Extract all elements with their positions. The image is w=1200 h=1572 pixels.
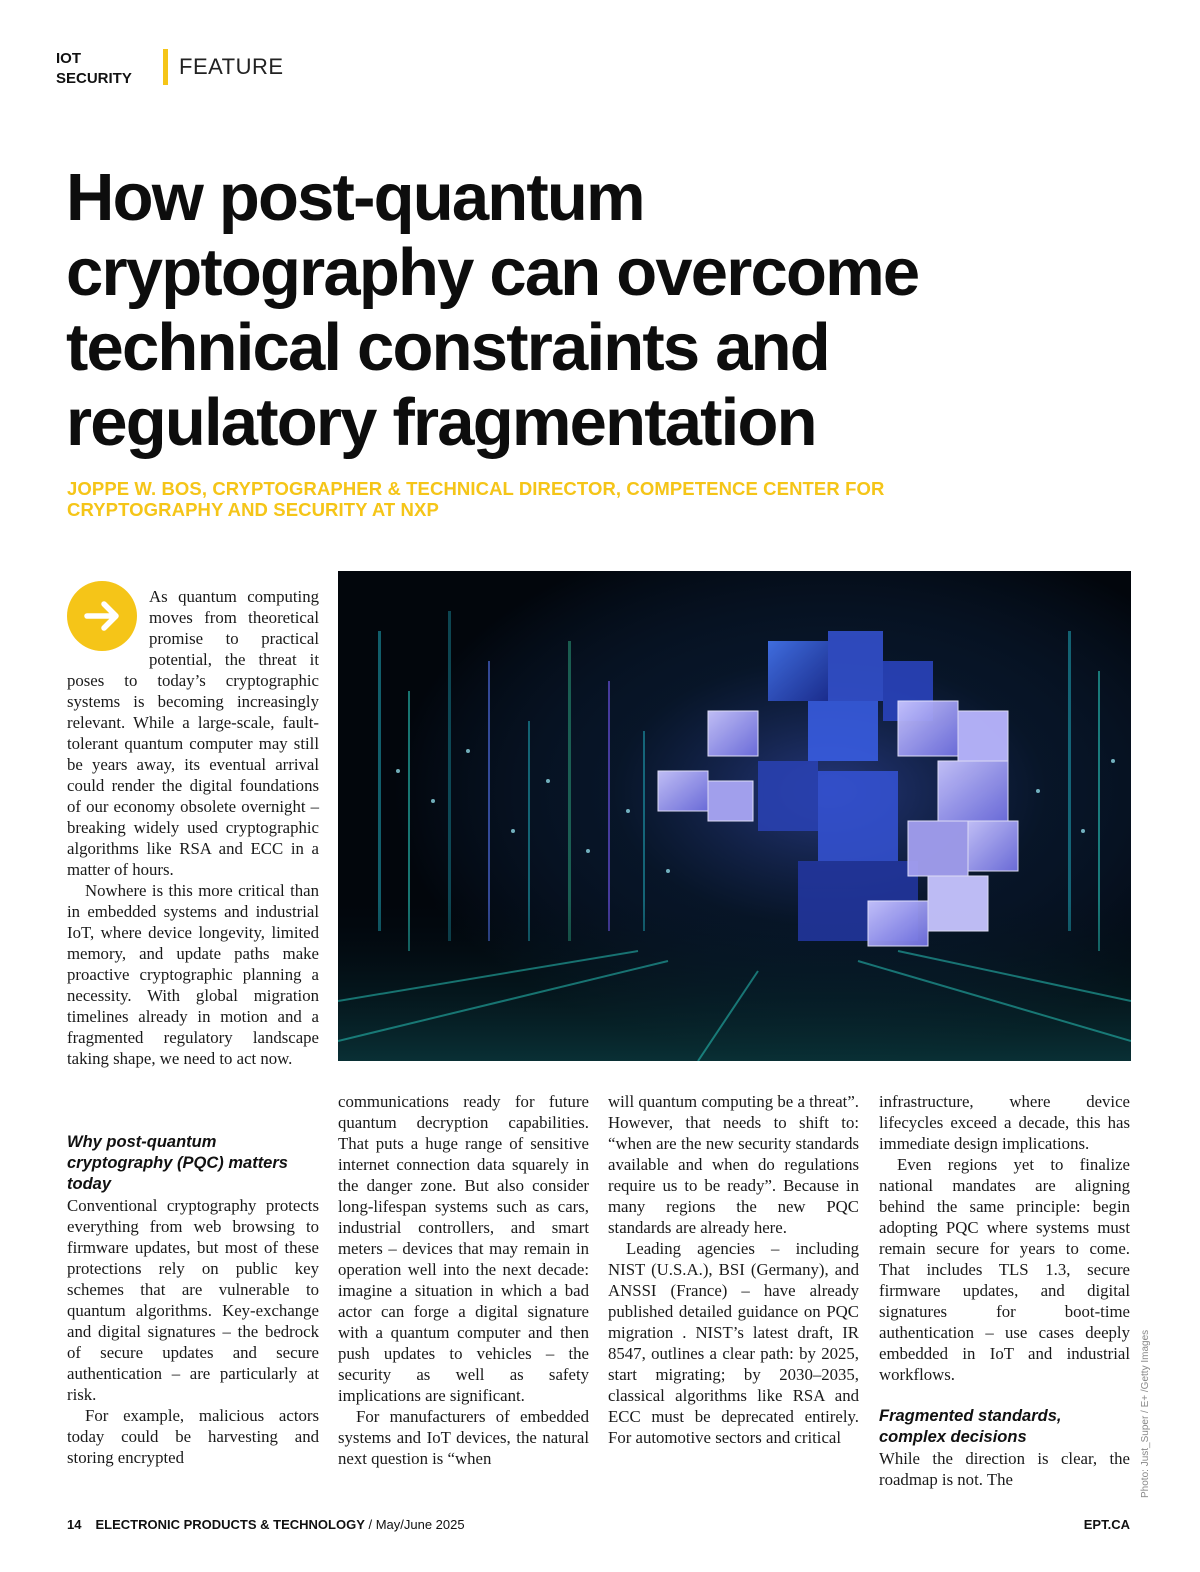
website-link[interactable]: EPT.CA [1083,1517,1130,1532]
hero-image [338,571,1131,1061]
article-column-4 [879,1091,1130,1490]
article-column-3 [608,1091,859,1448]
headline-line: cryptography can overcome [66,235,919,310]
page-footer [67,1517,465,1532]
body-paragraph: communications ready for future quantum decryption capabilities. That puts a huge range of sensitive internet connection data squarely in the danger zone. But also consider long-lifespan systems such as cars, industrial controllers, and smart meters – devices that may remain in operation well into the next decade: imagine a situation in which a bad actor can forge a digital signature with a quantum computer and then push updates to vehicles – the security as well as safety implications are significant. [338,1092,589,1405]
issue-date: / May/June 2025 [364,1517,465,1532]
section-tag [56,49,132,89]
intro-paragraph: As quantum computing moves from theoretical promise to practical potential, the threat it poses to today’s cryptographic systems is becoming increasingly relevant. While a large-scale, fault-tolerant quantum computer may still be years away, its eventual arrival could render the digital foundations of our economy obsolete overnight – breaking widely used cryptographic algorithms like RSA and ECC in a matter of hours. [67,587,319,879]
body-paragraph: infrastructure, where device lifecycles exceed a decade, this has immediate design implications. [879,1092,1130,1153]
publication-name: ELECTRONIC PRODUCTS & TECHNOLOGY [95,1517,365,1532]
headline-line: How post-quantum [66,160,644,235]
section-tag-line2: SECURITY [56,70,132,87]
body-paragraph: Conventional cryptography protects everything from web browsing to firmware updates, but most of these protections rely on public key schemes that are vulnerable to quantum algorithms. Key-exchange and digital signatures – the bedrock of secure updates and secure authentication – are particularly at risk. [67,1196,319,1404]
headline-line: technical constraints and [66,310,829,385]
headline-line: regulatory fragmentation [66,385,816,460]
photo-credit: Photo: Just_Super / E+ /Getty Images [1140,1329,1151,1498]
author-byline [67,478,1147,520]
article-column-1 [67,1132,319,1468]
article-intro [67,586,319,1069]
section-tag-line1: IOT [56,50,81,67]
intro-paragraph: Nowhere is this more critical than in embedded systems and industrial IoT, where device longevity, limited memory, and update paths make proactive cryptographic planning a necessity. With global migration timelines already in motion and a fragmented regulatory landscape taking shape, we need to act now. [67,881,319,1068]
article-headline [66,160,1146,460]
byline-line: JOPPE W. BOS, CRYPTOGRAPHER & TECHNICAL DIRECTOR, COMPETENCE CENTER FOR [67,478,885,499]
byline-line: CRYPTOGRAPHY AND SECURITY AT NXP [67,499,439,520]
page-number: 14 [67,1517,82,1532]
body-paragraph: Leading agencies – including NIST (U.S.A.), BSI (Germany), and ANSSI (France) – have already published detailed guidance on PQC migration . NIST’s latest draft, IR 8547, outlines a clear path: by 2025, start migrating; by 2030–2035, classical algorithms like RSA and ECC must be deprecated entirely. For automotive sectors and critical [608,1239,859,1447]
body-paragraph: will quantum computing be a threat”. However, that needs to shift to: “when are the new security standards available and when do regulations require us to be ready”. Because in many regions the new PQC standards are already here. [608,1092,859,1237]
article-column-2 [338,1091,589,1469]
section-heading: Fragmented standards, complex decisions [879,1407,1062,1446]
body-paragraph: While the direction is clear, the roadmap is not. The [879,1449,1130,1489]
body-paragraph: For manufacturers of embedded systems and IoT devices, the natural next question is “when [338,1407,589,1468]
body-paragraph: Even regions yet to finalize national mandates are aligning behind the same principle: begin adopting PQC where systems must remain secure for years to come. That includes TLS 1.3, secure firmware updates, and digital signatures for boot-time authentication – use cases deeply embedded in IoT and industrial workflows. [879,1155,1130,1384]
quantum-cubes-illustration [338,571,1131,1061]
body-paragraph: For example, malicious actors today could be harvesting and storing encrypted [67,1406,319,1467]
feature-label: FEATURE [179,54,284,79]
section-divider-bar [163,49,168,85]
section-heading: Why post-quantum cryptography (PQC) matters today [67,1133,288,1193]
